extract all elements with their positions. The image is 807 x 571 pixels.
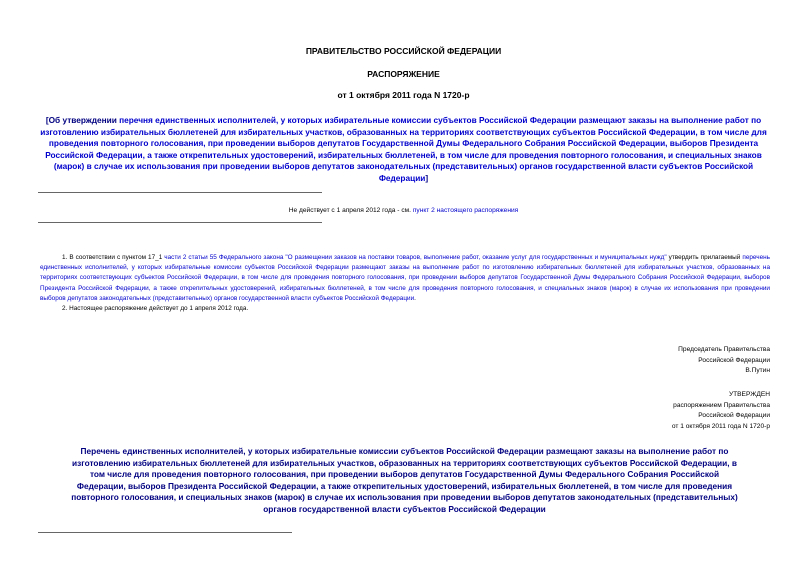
approved-line-3: Российской Федерации	[698, 412, 770, 420]
document-title	[36, 115, 771, 185]
approved-block	[550, 390, 770, 432]
approved-line-1: УТВЕРЖДЕН	[728, 391, 770, 398]
signature-line-3: В.Путин	[745, 367, 770, 375]
divider-2	[38, 222, 322, 223]
divider-1	[38, 192, 322, 193]
title-close: ]	[425, 172, 429, 183]
p1-list-link[interactable]: перечень единственных исполнителей, у которых избирательные комиссии субъектов Российской Федерации размещают заказы на выполнение работ по изготовлению избирательных бюллетеней для избирательных участков, образованных на территориях соответствующих субъектов Российской Федерации, в том числе для проведения повторного голосования, при проведении выборов депутатов Государственной Думы Федерального Собрания Российской Федерации, выборов Президента Российской Федерации, а также открепительных удостоверений, избирательных бюллетеней, в том числе для проведения повторного голосования, и специальных знаков (марок) в случае их использования при проведении выборов депутатов законодательных (представительных) органов государственной власти субъектов Российской Федерации	[40, 254, 771, 302]
paragraph-2: 2. Настоящее распоряжение действует до 1 апреля 2012 года.	[62, 305, 249, 313]
order-body	[40, 253, 770, 314]
signature-block	[550, 345, 770, 377]
government-heading: ПРАВИТЕЛЬСТВО РОССИЙСКОЙ ФЕДЕРАЦИИ	[305, 46, 502, 56]
doc-type-heading: РАСПОРЯЖЕНИЕ	[367, 69, 440, 79]
approved-line-4: от 1 октября 2011 года N 1720-р	[671, 422, 770, 430]
signature-line-1: Председатель Правительства	[678, 346, 770, 353]
doc-date-number: от 1 октября 2011 года N 1720-р	[337, 90, 470, 100]
p1-text-c: .	[414, 294, 416, 302]
notice-link[interactable]: пункт 2 настоящего распоряжения	[412, 207, 519, 214]
approved-line-2: распоряжением Правительства	[673, 401, 770, 409]
title-open: [Об утверждении	[45, 115, 120, 125]
p1-text-a: 1. В соответствии с пунктом 17_1	[62, 254, 165, 261]
divider-3	[38, 532, 292, 533]
list-title: Перечень единственных исполнителей, у которых избирательные комиссии субъектов Российской Федерации размещают заказы на выполнение работ по изготовлению избирательных бюллетеней для избирательных участков, образованных на территориях соответствующих субъектов Российской Федерации, в том числе для проведения повторного голосования, при проведении выборов депутатов Государственной Думы Федерального Собрания Российской Федерации, выборов Президента Российской Федерации, а также открепительных удостоверений, избирательных бюллетеней, в том числе для проведения повторного голосования, и специальных знаков (марок) в случае их использования при проведении выборов депутатов законодательных (представительных) органов государственной власти субъектов Российской Федерации	[71, 446, 738, 514]
p1-law-link[interactable]: части 2 статьи 55 Федерального закона "О размещении заказов на поставки товаров, выполнение работ, оказание услуг для государственных и муниципальных нужд"	[164, 254, 667, 261]
validity-notice	[0, 207, 807, 214]
paragraph-1	[40, 253, 770, 304]
notice-text: Не действует с 1 апреля 2012 года - см.	[288, 207, 413, 214]
p1-text-b: утвердить прилагаемый	[666, 254, 743, 261]
title-link[interactable]: перечня единственных исполнителей, у которых избирательные комиссии субъектов Российской Федерации размещают заказы на выполнение работ по изготовлению избирательных бюллетеней для избирательных участков, образованных на территориях соответствующих субъектов Российской Федерации, в том числе для проведения повторного голосования, при проведении выборов депутатов Государственной Думы Федерального Собрания Российской Федерации, выборов Президента Российской Федерации, а также открепительных удостоверений, избирательных бюллетеней, в том числе для проведения повторного голосования, и специальных знаков (марок) в случае их использования при проведении выборов депутатов законодательных (представительных) органов государственной власти субъектов Российской Федерации	[40, 115, 767, 183]
signature-line-2: Российской Федерации	[698, 356, 770, 364]
